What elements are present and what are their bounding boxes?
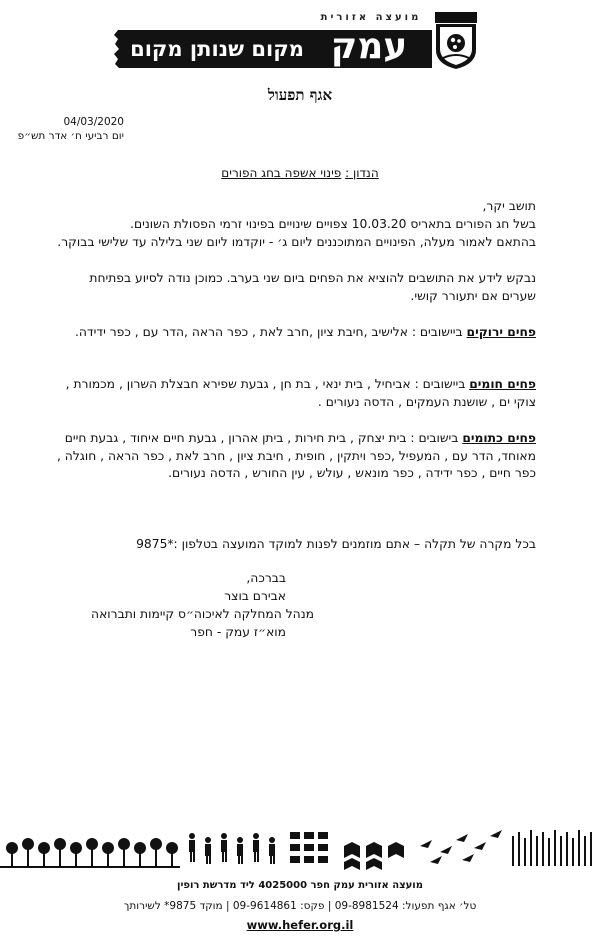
bins-orange-text: בישובים : בית יצחק , בית חירות , ביתן אהרון , גבעת חיים איחוד , גבעת חיים מאוחד, הדר עם , המעפיל ,כפר ויתקין , חופית , חיבת ציון , חרב לאת , כפר הראה , חוגלה , כפר חיים , כפר ידידה , כפר מונאש , עולש , עין החורש , הדסה נעורים. [56,431,536,481]
council-name: עמק חפר [330,26,408,113]
greeting: תושב יקר, [482,199,536,213]
date-hebrew: יום רביעי ח׳ אדר תש״פ [17,130,124,142]
paragraph-2: בהתאם לאמור מעלה, הפינויים המתוכננים ליום ג׳ - יוקדמו ליום שני בלילה עד שלישי בבוקר. [57,235,536,249]
bins-green [56,324,536,342]
signer-org: מוא״ז עמק - חפר [190,625,286,639]
footer-illustration [0,826,600,882]
subject-label: הנדון : [345,166,379,180]
bins-green-label: פחים ירוקים [466,325,536,339]
department-title: אגף תפעול [267,86,333,104]
bins-orange [56,430,536,483]
signer-name: אבירם בוצר [224,589,286,603]
subject-line [0,166,600,180]
hotline-notice: בכל מקרה של תקלה – אתם מוזמנים לפנות למוקד המועצה בטלפון :*9875 [136,537,536,551]
paragraph-1: בשל חג הפורים בתאריס 10.03.20 צפויים שינויים בפינוי זרמי הפסולת השונים. [130,217,536,231]
council-label: מועצה אזורית [320,12,422,23]
closing: בברכה, [246,571,286,585]
date-gregorian: 04/03/2020 [63,116,124,128]
paragraph-3: נבקש לידע את התושבים להוציא את הפחים ביום שני בערב. כמוכן נודה לסיוע בפתיחת שערים אם יתעורר קושי. [89,271,536,303]
council-emblem-icon [433,12,479,70]
bins-brown [56,376,536,411]
bins-green-text: ביישובים : אלישיב ,חיבת ציון ,חרב לאת , כפר הראה ,הדר עם , כפר ידידה. [74,325,463,339]
footer-address: מועצה אזורית עמק חפר 4025000 ליד מדרשת רופין [177,880,423,891]
slogan: מקום שנותן מקום [130,37,304,61]
footer-url[interactable]: www.hefer.org.il [246,918,354,932]
bins-brown-label: פחים חומים [469,377,536,391]
bins-orange-label: פחים כתומים [462,431,536,445]
signer-title: מנהל המחלקה לאיכוה״ס קיימות ותברואה [91,607,314,621]
bins-brown-text: ביישובים : אביחיל , בית ינאי , בת חן , גבעת שפירא חבצלת השרון , מכמורת , צוקי ים , שושנת העמקים , הדסה נעורים . [65,377,536,409]
footer-phones: טל׳ אגף תפעול: 09-8981524 | פקס: 09-9614861 | מוקד 9875* לשירותך [123,900,477,912]
subject-text: פינוי אשפה בחג הפורים [221,166,342,180]
